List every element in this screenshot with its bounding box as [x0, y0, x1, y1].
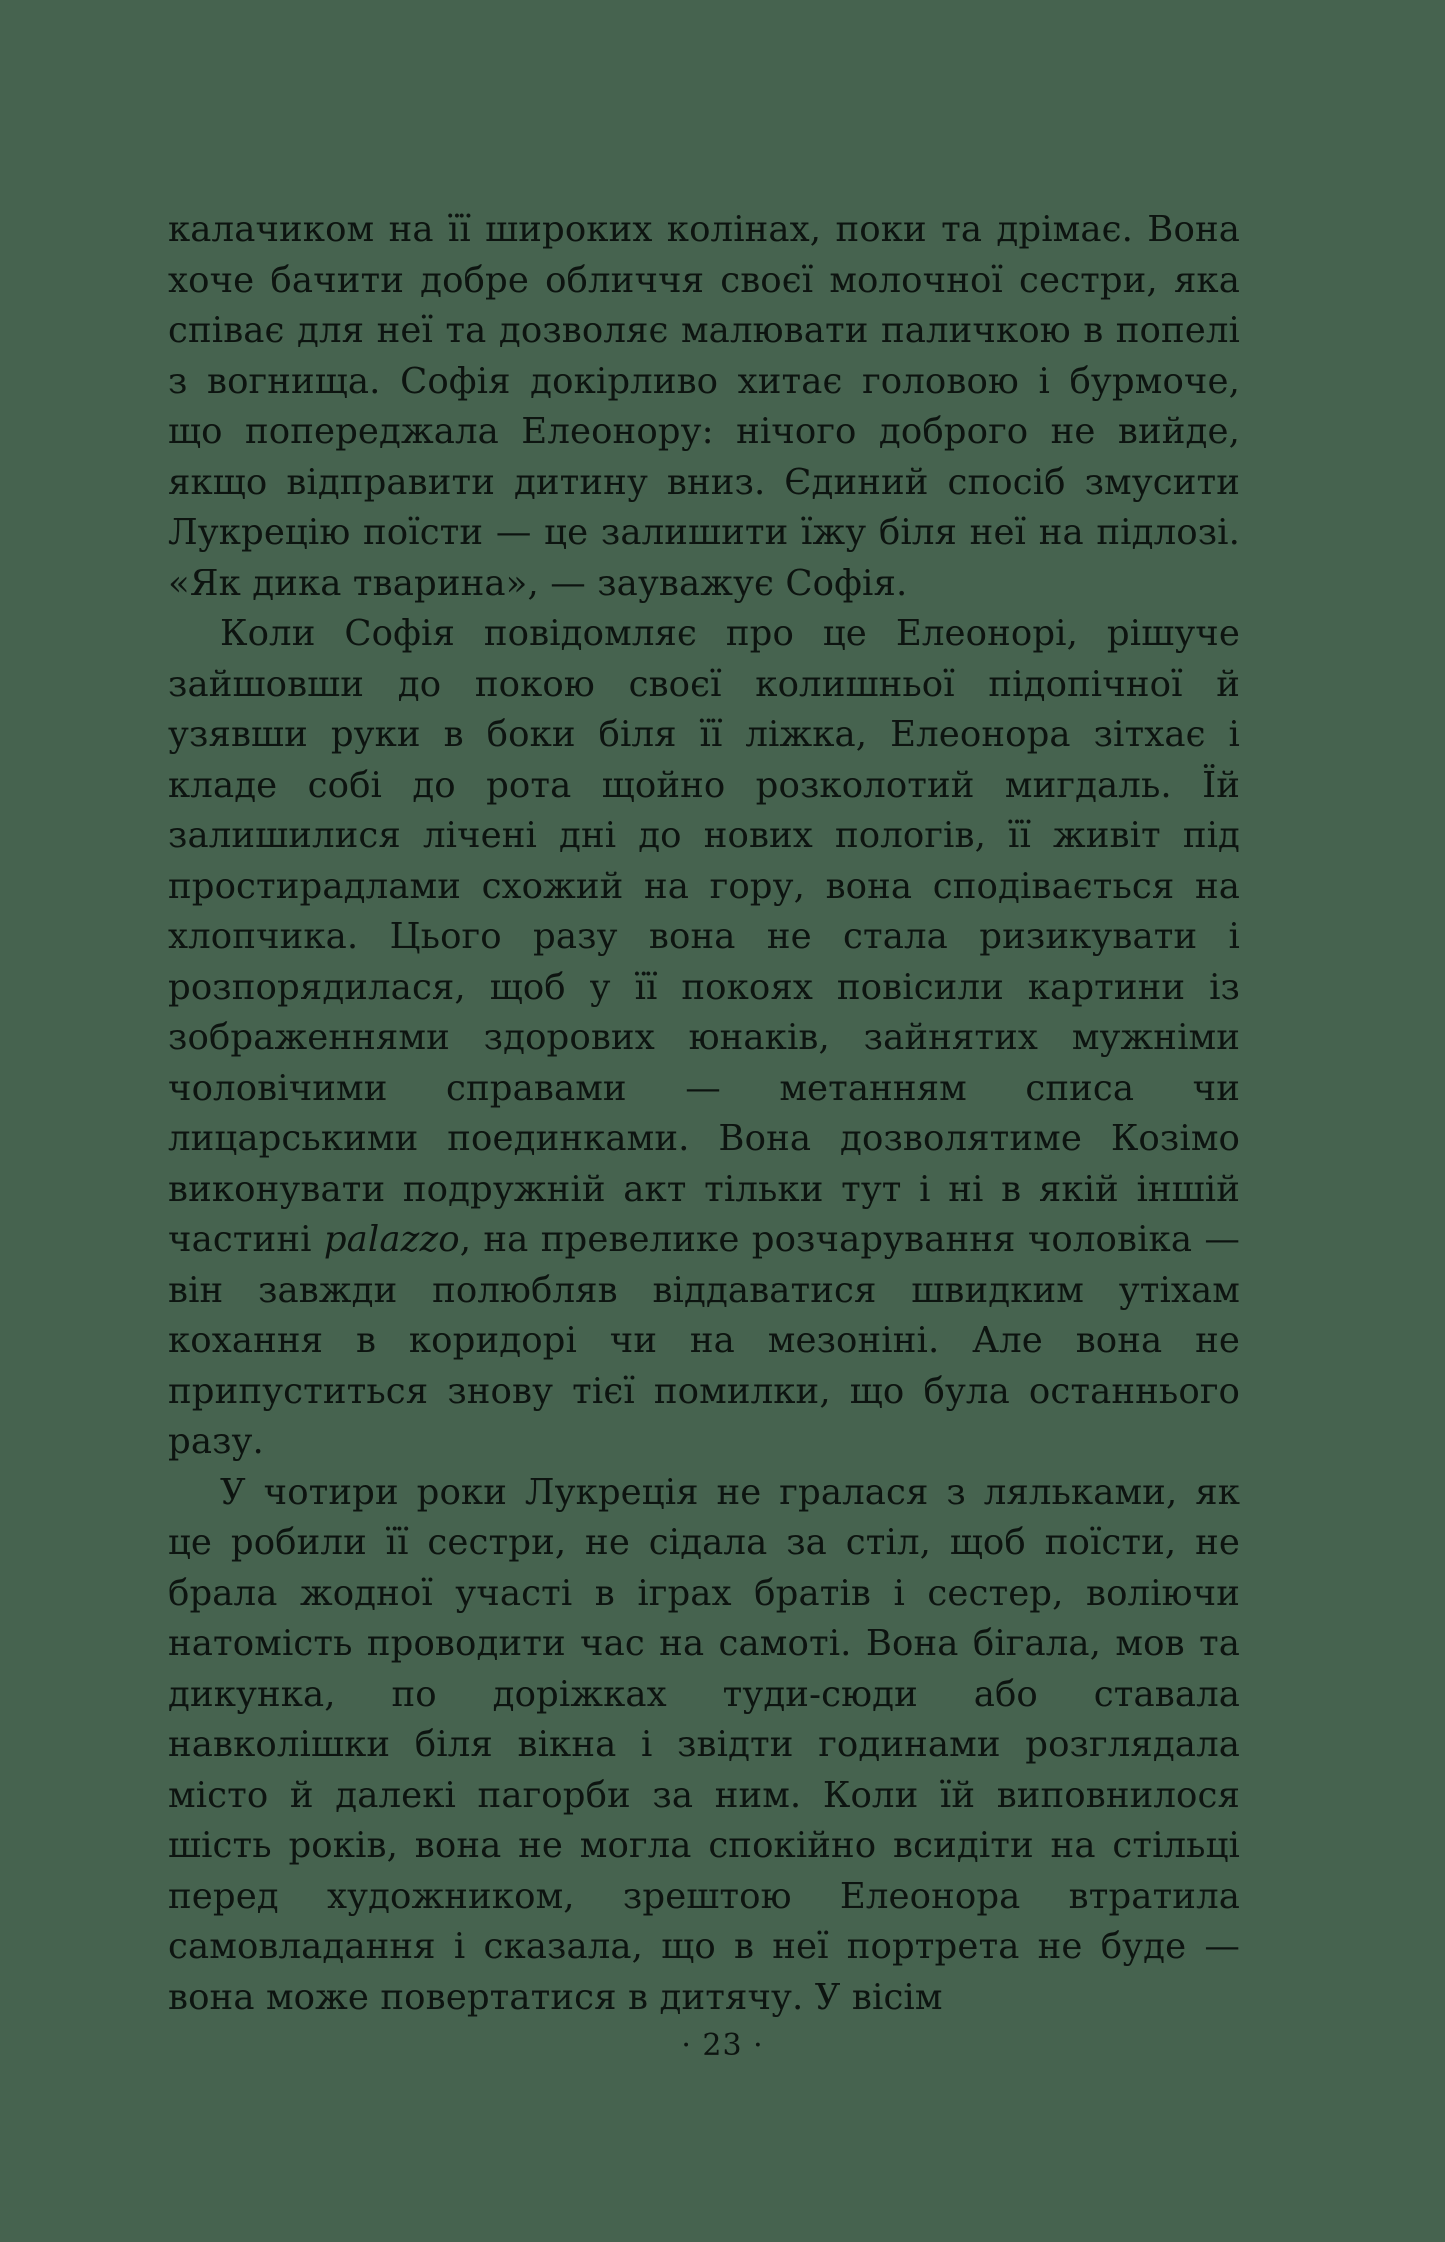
paragraph-3: У чотири роки Лукреція не гралася з ляльками, як це робили її сестри, не сідала за стіл, щоб поїсти, не брала жодної участі в іграх братів і сестер, воліючи натомість проводити час на самоті. Вона бігала, мов та дикунка, по доріжках туди-сюди або ставала навколішки біля вікна і звідти годинами розглядала місто й далекі пагорби за ним. Коли їй виповнилося шість років, вона не могла спокійно всидіти на стільці перед художником, зрештою Елеонора втратила самовладання і сказала, що в неї портрета не буде — вона може повертатися в дитячу. У вісім [168, 1471, 1240, 2018]
paragraph-2-part-before: Коли Софія повідомляє про це Елеонорі, рішуче зайшовши до покою своєї колишньої підопічної й узявши руки в боки біля її ліжка, Елеонора зітхає і кладе собі до рота щойно розколотий мигдаль. Їй залишилися лічені дні до нових пологів, її живіт під простирадлами схожий на гору, вона сподівається на хлопчика. Цього разу вона не стала ризикувати і розпорядилася, щоб у її покоях повісили картини із зображеннями здорових юнаків, зайнятих мужніми чоловічими справами — метанням списа чи лицарськими поединками. Вона дозволятиме Козімо виконувати подружній акт тільки тут і ні в якій іншій частині [168, 613, 1240, 1260]
page-number: · 23 · [681, 2028, 764, 2063]
paragraph-2-italic-term: palazzo [323, 1219, 460, 1260]
page-text-block [168, 205, 1240, 2023]
paragraph-2 [168, 609, 1240, 1468]
paragraph-1: калачиком на її широких колінах, поки та дрімає. Вона хоче бачити добре обличчя своєї молочної сестри, яка співає для неї та дозволяє малювати паличкою в попелі з вогнища. Софія докірливо хитає головою і бурмоче, що попереджала Елеонору: нічого доброго не вийде, якщо відправити дитину вниз. Єдиний спосіб змусити Лукрецію поїсти — це залишити їжу біля неї на підлозі. «Як дика тварина», — зауважує Софія. [168, 209, 1240, 604]
paragraph-2-part-after: , на превелике розчарування чоловіка — він завжди полюбляв віддаватися швидким утіхам кохання в коридорі чи на мезоніні. Але вона не припуститься знову тієї помилки, що була останнього разу. [168, 1219, 1240, 1462]
